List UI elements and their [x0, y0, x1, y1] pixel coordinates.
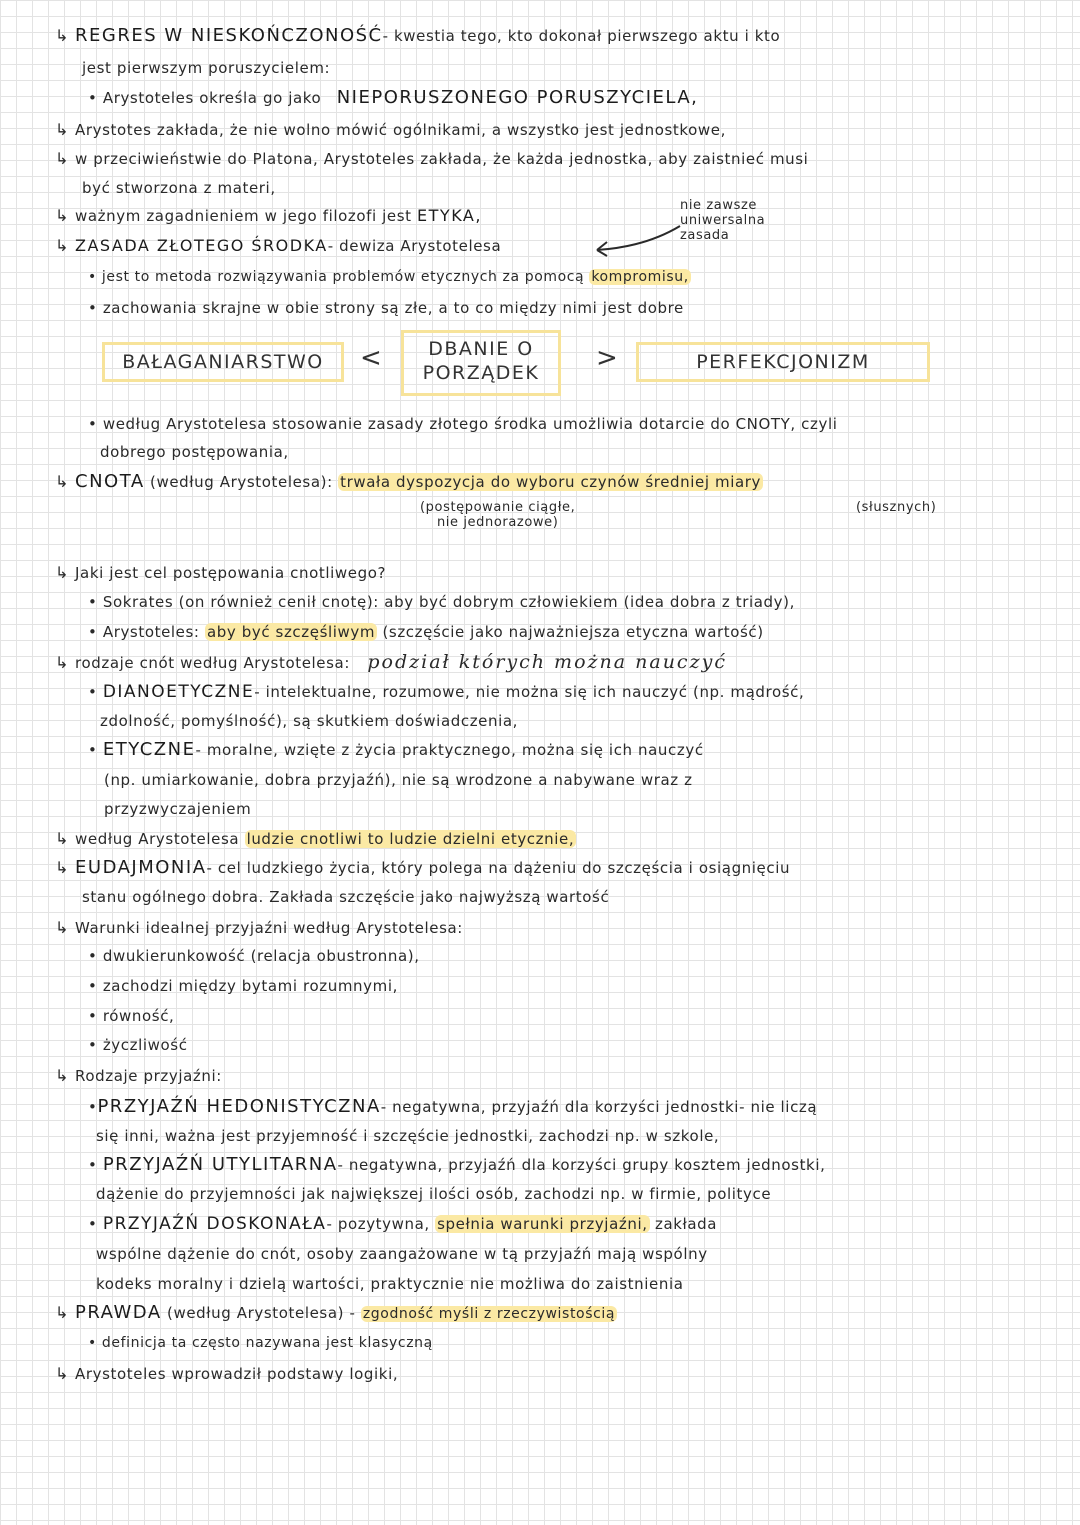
text-line: stanu ogólnego dobra. Zakłada szczęście jako najwyższą wartość	[82, 888, 610, 906]
bullet-line	[88, 1155, 825, 1175]
bullet-line	[88, 1097, 817, 1117]
heading-regres: REGRES W NIESKOŃCZONOŚĆ	[75, 25, 383, 46]
text: (według Arystotelesa):	[150, 473, 333, 491]
text-line: jest pierwszym poruszycielem:	[82, 59, 331, 77]
text: Warunki idealnej przyjaźni według Arystotelesa:	[75, 919, 463, 937]
text: zachodzi między bytami rozumnymi,	[102, 977, 398, 995]
sub-note: (słusznych)	[856, 500, 937, 515]
heading-eudajmonia: EUDAJMONIA	[75, 857, 207, 878]
term-utylitarna: PRZYJAŹŃ UTYLITARNA	[102, 1154, 338, 1175]
text-line: kodeks moralny i dzielą wartości, praktycznie nie możliwa do zaistnienia	[96, 1275, 684, 1293]
bullet-line	[88, 622, 764, 642]
text: Jaki jest cel postępowania cnotliwego?	[75, 564, 387, 582]
arrow-line	[55, 236, 501, 256]
arrow-line	[55, 918, 463, 938]
text: według Arystotelesa	[75, 830, 240, 848]
bullet-icon: •	[88, 1335, 97, 1351]
line-regres	[55, 26, 780, 46]
text: rodzaje cnót według Arystotelesa:	[75, 654, 350, 672]
highlight: aby być szczęśliwym	[206, 623, 376, 641]
sub-note	[420, 500, 575, 530]
text: dwukierunkowość (relacja obustronna),	[102, 947, 420, 965]
text: - negatywna, przyjaźń dla korzyści jednostki- nie liczą	[380, 1098, 818, 1116]
arrow-icon: ↳	[55, 120, 70, 139]
arrow-icon: ↳	[55, 149, 70, 168]
text: Rodzaje przyjaźni:	[75, 1067, 222, 1085]
text: zachowania skrajne w obie strony są złe, a to co między nimi jest dobre	[102, 299, 684, 317]
arrow-icon: ↳	[55, 472, 70, 491]
text: Arystoteles:	[102, 623, 200, 641]
term-nieporuszony: NIEPORUSZONEGO PORUSZYCIELA,	[336, 87, 699, 108]
text: - pozytywna,	[326, 1215, 430, 1233]
arrow-line	[55, 1066, 222, 1086]
term-doskonala: PRZYJAŹŃ DOSKONAŁA	[102, 1214, 327, 1234]
box-balaganiarstwo: BAŁAGANIARSTWO	[102, 342, 344, 382]
bullet-line	[88, 88, 698, 108]
less-than-sign: <	[360, 343, 382, 373]
bullet-line	[88, 1006, 174, 1026]
text: ważnym zagadnieniem w jego filozofi jest	[75, 207, 412, 225]
text-line: (np. umiarkowanie, dobra przyjaźń), nie są wrodzone a nabywane wraz z	[104, 771, 693, 789]
bullet-icon: •	[88, 947, 98, 965]
bullet-icon: •	[88, 269, 97, 285]
note-line: zasada	[680, 228, 730, 243]
heading-prawda: PRAWDA	[75, 1302, 162, 1323]
greater-than-sign: >	[596, 343, 618, 373]
bullet-icon: •	[88, 415, 98, 433]
arrow-line	[55, 120, 726, 140]
heading-cnota: CNOTA	[75, 471, 145, 492]
highlight: kompromisu,	[591, 269, 689, 285]
bullet-icon: •	[88, 1036, 98, 1054]
text: Sokrates (on również cenił cnotę): aby być dobrym człowiekiem (idea dobra z triady),	[102, 593, 795, 611]
text: definicja ta często nazywana jest klasyczną	[101, 1335, 433, 1351]
highlight: spełnia warunki przyjaźni,	[437, 1215, 648, 1233]
term-etyczne: ETYCZNE	[102, 739, 196, 760]
bullet-icon: •	[88, 593, 98, 611]
arrow-icon: ↳	[55, 1066, 70, 1085]
text-line: się inni, ważna jest przyjemność i szczęście jednostki, zachodzi np. w szkole,	[96, 1127, 720, 1145]
bullet-icon: •	[88, 1098, 98, 1116]
highlight: zgodność myśli z rzeczywistością	[362, 1306, 616, 1322]
text: Arystoteles określa go jako	[102, 89, 322, 107]
term-hedonistyczna: PRZYJAŹŃ HEDONISTYCZNA	[97, 1096, 381, 1117]
arrow-icon: ↳	[55, 236, 70, 255]
arrow-line	[55, 858, 790, 878]
bullet-line	[88, 976, 398, 996]
term-etyka: ETYKA,	[417, 206, 482, 225]
arrow-icon: ↳	[55, 829, 70, 848]
text: - kwestia tego, kto dokonał pierwszego aktu i kto	[382, 27, 781, 45]
arrow-icon: ↳	[55, 563, 70, 582]
text: Arystoteles wprowadził podstawy logiki,	[75, 1365, 399, 1383]
text: równość,	[102, 1007, 175, 1025]
scribble-text: podział których można nauczyć	[367, 651, 727, 673]
text: życzliwość	[102, 1036, 188, 1054]
arrow-icon: ↳	[55, 1303, 70, 1322]
arrow-line	[55, 563, 386, 583]
text: - negatywna, przyjaźń dla korzyści grupy kosztem jednostki,	[337, 1156, 826, 1174]
text: - cel ludzkiego życia, który polega na dążeniu do szczęścia i osiągnięciu	[206, 859, 791, 877]
arrow-line	[55, 1303, 617, 1324]
arrow-icon: ↳	[55, 653, 70, 672]
box-dbanie	[401, 330, 561, 396]
highlight: trwała dyspozycja do wyboru czynów średniej miary	[340, 473, 762, 491]
text: Arystotes zakłada, że nie wolno mówić ogólnikami, a wszystko jest jednostkowe,	[75, 121, 726, 139]
bullet-line	[88, 1214, 717, 1234]
note-line: nie jednorazowe)	[436, 515, 559, 530]
text: (według Arystotelesa) -	[167, 1304, 356, 1322]
bullet-line	[88, 682, 804, 702]
arrow-icon: ↳	[55, 918, 70, 937]
text: - dewiza Arystotelesa	[327, 237, 502, 255]
arrow-icon: ↳	[55, 858, 70, 877]
bullet-line	[88, 592, 795, 612]
bullet-line	[88, 270, 691, 285]
text: (szczęście jako najważniejsza etyczna wartość)	[382, 623, 764, 641]
text: zakłada	[654, 1215, 718, 1233]
box-line: PORZĄDEK	[422, 362, 540, 384]
text-line: dążenie do przyjemności jak największej ilości osób, zachodzi np. w firmie, polityce	[96, 1185, 772, 1203]
arrow-icon: ↳	[55, 26, 70, 45]
bullet-icon: •	[88, 683, 98, 701]
bullet-icon: •	[88, 623, 98, 641]
arrow-line	[55, 149, 808, 169]
text: - moralne, wzięte z życia praktycznego, można się ich nauczyć	[195, 741, 704, 759]
curved-arrow-icon	[585, 222, 685, 258]
arrow-line	[55, 1364, 398, 1384]
arrow-line	[55, 206, 482, 226]
arrow-icon: ↳	[55, 1364, 70, 1383]
text-line: wspólne dążenie do cnót, osoby zaangażowane w tą przyjaźń mają wspólny	[96, 1245, 708, 1263]
highlight: ludzie cnotliwi to ludzie dzielni etycznie,	[246, 830, 575, 848]
bullet-icon: •	[88, 1215, 98, 1233]
box-perfekcjonizm: PERFEKCJONIZM	[636, 342, 930, 382]
note-line: (postępowanie ciągłe,	[420, 500, 576, 515]
text-line: być stworzona z materi,	[82, 179, 276, 197]
heading-zloty-srodek: ZASADA ZŁOTEGO ŚRODKA	[75, 236, 328, 255]
arrow-line	[55, 652, 727, 673]
bullet-icon: •	[88, 299, 98, 317]
arrow-icon: ↳	[55, 206, 70, 225]
bullet-icon: •	[88, 1007, 98, 1025]
bullet-icon: •	[88, 741, 98, 759]
bullet-line	[88, 298, 684, 318]
bullet-icon: •	[88, 977, 98, 995]
text-line: przyzwyczajeniem	[104, 800, 252, 818]
bullet-line	[88, 740, 704, 760]
note-line: nie zawsze	[680, 198, 757, 213]
side-note	[680, 198, 765, 243]
text: w przeciwieństwie do Platona, Arystoteles zakłada, że każda jednostka, aby zaistnieć musi	[75, 150, 809, 168]
bullet-icon: •	[88, 89, 98, 107]
text: - intelektualne, rozumowe, nie można się ich nauczyć (np. mądrość,	[254, 683, 805, 701]
bullet-line	[88, 1336, 433, 1351]
text-line: zdolność, pomyślność), są skutkiem doświadczenia,	[100, 712, 519, 730]
bullet-line	[88, 946, 420, 966]
bullet-icon: •	[88, 1156, 98, 1174]
bullet-line	[88, 414, 838, 434]
text: według Arystotelesa stosowanie zasady złotego środka umożliwia dotarcie do CNOTY, czyli	[102, 415, 838, 433]
box-line: DBANIE O	[428, 338, 534, 360]
arrow-line	[55, 472, 763, 492]
text-line: dobrego postępowania,	[100, 443, 289, 461]
bullet-line	[88, 1035, 188, 1055]
term-dianoetyczne: DIANOETYCZNE	[102, 682, 255, 702]
arrow-line	[55, 829, 576, 849]
note-line: uniwersalna	[680, 213, 766, 228]
text: jest to metoda rozwiązywania problemów etycznych za pomocą	[101, 269, 585, 285]
